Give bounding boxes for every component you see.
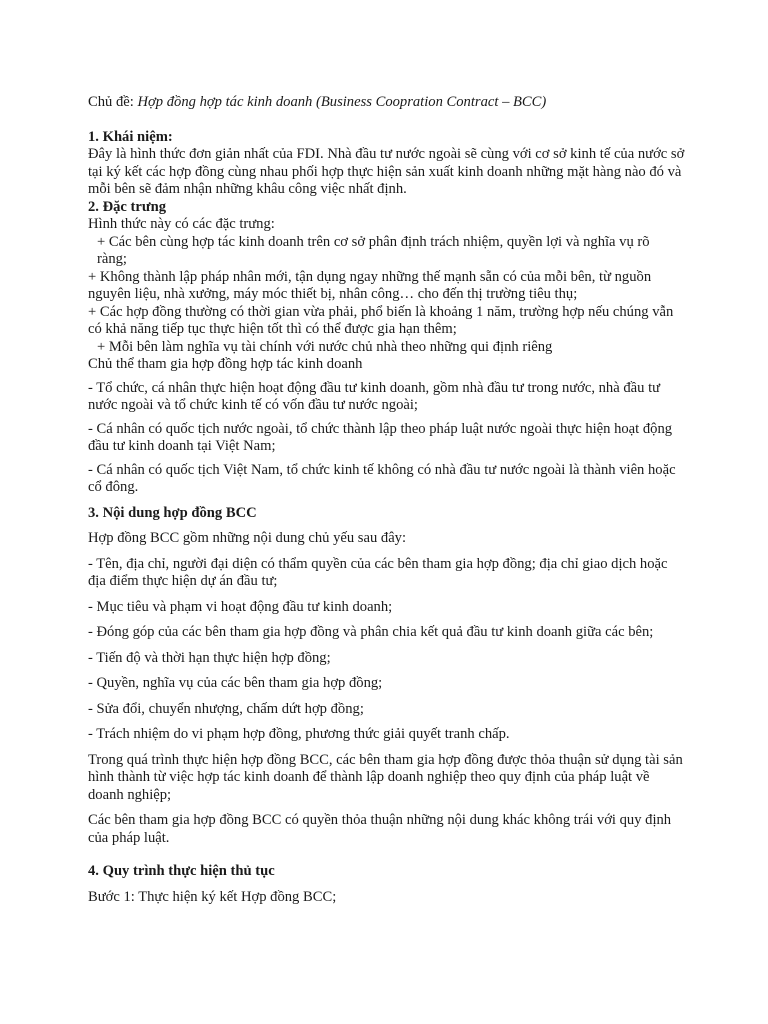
- feature-item-3: + Các hợp đồng thường có thời gian vừa phải, phổ biến là khoảng 1 năm, trường hợp nếu chúng vẫn có khả năng tiếp tục thực hiện tốt thì có thể được gia hạn thêm;: [88, 303, 674, 337]
- section-3-heading: 3. Nội dung hợp đồng BCC: [88, 504, 257, 521]
- section-3-paragraph-1: Trong quá trình thực hiện hợp đồng BCC, các bên tham gia hợp đồng được thỏa thuận sử dụng tài sản hình thành từ việc hợp tác kinh doanh để thành lập doanh nghiệp theo quy định của pháp luật về doanh nghiệp;: [88, 751, 683, 803]
- feature-item-1: + Các bên cùng hợp tác kinh doanh trên cơ sở phân định trách nhiệm, quyền lợi và nghĩa vụ rõ: [97, 233, 650, 250]
- content-item: - Đóng góp của các bên tham gia hợp đồng và phân chia kết quả đầu tư kinh doanh giữa các bên;: [88, 624, 654, 640]
- party-item-1: - Tổ chức, cá nhân thực hiện hoạt động đầu tư kinh doanh, gồm nhà đầu tư trong nước, nhà đầu tư nước ngoài và tổ chức kinh tế có vốn đầu tư nước ngoài;: [88, 379, 661, 413]
- document-topic: [88, 94, 688, 112]
- section-1-heading: 1. Khái niệm:: [88, 128, 173, 145]
- document-page: [88, 94, 688, 906]
- parties-intro: Chủ thể tham gia hợp đồng hợp tác kinh doanh: [88, 356, 363, 372]
- feature-item-1-cont: ràng;: [97, 251, 127, 267]
- content-item: - Mục tiêu và phạm vi hoạt động đầu tư kinh doanh;: [88, 598, 393, 615]
- topic-title: Hợp đồng hợp tác kinh doanh (Business Coopration Contract – BCC): [137, 94, 547, 110]
- feature-item-2: + Không thành lập pháp nhân mới, tận dụng ngay những thế mạnh sẵn có của mỗi bên, từ nguồn nguyên liệu, nhà xưởng, máy móc thiết bị, nhân công… cho đến thị trường tiêu thụ;: [88, 268, 652, 302]
- content-item: - Tên, địa chỉ, người đại diện có thẩm quyền của các bên tham gia hợp đồng; địa chỉ giao dịch hoặc địa điểm thực hiện dự án đầu tư;: [88, 555, 668, 589]
- content-item: - Tiến độ và thời hạn thực hiện hợp đồng;: [88, 649, 331, 666]
- topic-label: Chủ đề:: [88, 94, 134, 110]
- step-1: Bước 1: Thực hiện ký kết Hợp đồng BCC;: [88, 888, 337, 905]
- content-item: - Quyền, nghĩa vụ của các bên tham gia hợp đồng;: [88, 675, 383, 691]
- section-2-intro: Hình thức này có các đặc trưng:: [88, 216, 275, 232]
- content-item: - Sửa đổi, chuyển nhượng, chấm dứt hợp đồng;: [88, 700, 364, 717]
- section-4-heading: 4. Quy trình thực hiện thủ tục: [88, 863, 275, 879]
- party-item-2: - Cá nhân có quốc tịch nước ngoài, tổ chức thành lập theo pháp luật nước ngoài thực hiện hoạt động đầu tư kinh doanh tại Việt Nam;: [88, 420, 673, 454]
- section-3-intro: Hợp đồng BCC gồm những nội dung chủ yếu sau đây:: [88, 530, 407, 546]
- section-2-heading: 2. Đặc trưng: [88, 198, 167, 215]
- feature-item-4: + Mỗi bên làm nghĩa vụ tài chính với nước chủ nhà theo những qui định riêng: [97, 338, 553, 355]
- section-1-body: Đây là hình thức đơn giản nhất của FDI. Nhà đầu tư nước ngoài sẽ cùng với cơ sở kinh tế của nước sở tại ký kết các hợp đồng cùng nhau phối hợp thực hiện sản xuất kinh doanh những mặt hàng nào đó và mỗi bên sẽ đảm nhận những khâu công việc nhất định.: [88, 146, 685, 197]
- party-item-3: - Cá nhân có quốc tịch Việt Nam, tổ chức kinh tế không có nhà đầu tư nước ngoài là thành viên hoặc cổ đông.: [88, 461, 676, 495]
- content-item: - Trách nhiệm do vi phạm hợp đồng, phương thức giải quyết tranh chấp.: [88, 726, 510, 742]
- section-3-paragraph-2: Các bên tham gia hợp đồng BCC có quyền thỏa thuận những nội dung khác không trái với quy định của pháp luật.: [88, 812, 672, 846]
